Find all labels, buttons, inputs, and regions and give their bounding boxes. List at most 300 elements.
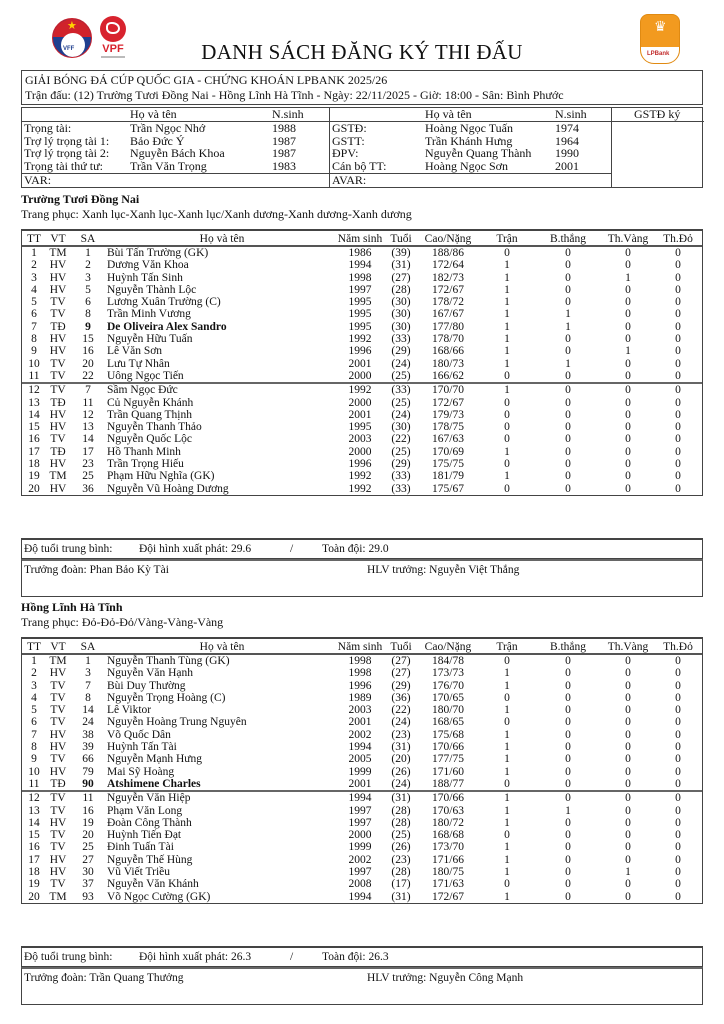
- col-goals: 0: [565, 866, 571, 879]
- col-height-weight-header: Cao/Nặng: [424, 641, 472, 653]
- col-goals: 0: [565, 716, 571, 729]
- col-yellow-cards: 0: [625, 804, 631, 817]
- col-matches: 1: [504, 841, 510, 854]
- col-yellow-cards: 0: [625, 320, 631, 333]
- col-age: (39): [391, 247, 411, 259]
- competition-name: GIẢI BÓNG ĐÁ CÚP QUỐC GIA - CHỨNG KHOÁN LPBANK 2025/26: [25, 73, 388, 87]
- col-goals: 0: [565, 753, 571, 766]
- team-manager: Trưởng đoàn: Trần Quang Thưởng: [24, 972, 184, 984]
- col-name: Hồ Thanh Minh: [107, 445, 181, 458]
- col-matches: 1: [504, 308, 510, 321]
- player-row: [22, 692, 702, 704]
- col-red-cards: 0: [675, 878, 681, 891]
- col-age: (23): [391, 853, 411, 866]
- head-coach: HLV trưởng: Nguyễn Việt Thắng: [367, 564, 520, 576]
- col-tt: 9: [31, 345, 37, 358]
- col-yellow-cards: 0: [625, 421, 631, 434]
- col-height-weight: 177/80: [432, 320, 464, 333]
- col-position: TV: [50, 841, 66, 854]
- col-tt: 11: [28, 777, 40, 790]
- col-red-cards: 0: [675, 357, 681, 370]
- player-row: [22, 470, 702, 482]
- col-yellow-cards: 0: [625, 458, 631, 471]
- col-yellow-cards: 0: [625, 482, 631, 495]
- col-name: Nguyễn Văn Hạnh: [107, 667, 194, 680]
- col-yellow-cards: 0: [625, 470, 631, 483]
- col-shirt: 15: [82, 333, 94, 346]
- col-age: (33): [391, 384, 411, 397]
- col-position: TV: [50, 357, 66, 370]
- official-role: Trợ lý trọng tài 2:: [24, 146, 110, 160]
- col-position: HV: [49, 458, 67, 471]
- col-age: (25): [391, 445, 411, 458]
- col-shirt: 11: [82, 396, 94, 409]
- col-shirt-header: SA: [80, 233, 96, 245]
- col-yellow-cards: 0: [625, 753, 631, 766]
- col-red-cards: 0: [675, 384, 681, 397]
- col-year-of-birth: 2002: [348, 853, 372, 866]
- col-name: Nguyễn Thanh Tùng (GK): [107, 655, 230, 667]
- col-shirt: 22: [82, 369, 94, 382]
- col-yellow-cards: 0: [625, 333, 631, 346]
- col-year-of-birth: 1997: [348, 816, 372, 829]
- official-role: GSTT:: [332, 133, 365, 148]
- col-matches: 0: [504, 878, 510, 891]
- player-row: [22, 655, 702, 667]
- col-goals: 1: [565, 308, 571, 321]
- col-position: TV: [50, 829, 66, 842]
- col-red-cards: 0: [675, 704, 681, 717]
- col-matches: 1: [504, 667, 510, 680]
- col-red-cards: 0: [675, 829, 681, 842]
- col-matches: 1: [504, 728, 510, 741]
- col-shirt: 14: [82, 704, 94, 717]
- col-matches: 1: [504, 866, 510, 879]
- col-red-cards: 0: [675, 320, 681, 333]
- col-year-of-birth: 1998: [348, 667, 372, 680]
- col-age: (28): [391, 866, 411, 879]
- col-red-cards: 0: [675, 259, 681, 272]
- match-info-box: [21, 70, 703, 105]
- col-year-of-birth: 1994: [348, 259, 372, 272]
- col-position: TV: [50, 792, 66, 805]
- col-age: (29): [391, 345, 411, 358]
- col-year-of-birth: 1989: [348, 691, 372, 704]
- col-red-cards: 0: [675, 421, 681, 434]
- col-age: (24): [391, 357, 411, 370]
- col-position: HV: [49, 482, 67, 495]
- col-position: TV: [50, 878, 66, 891]
- col-position: TM: [49, 247, 67, 259]
- col-red-cards: 0: [675, 345, 681, 358]
- col-goals: 0: [565, 271, 571, 284]
- col-name: Dương Văn Khoa: [107, 259, 189, 272]
- col-yellow-cards: 0: [625, 679, 631, 692]
- col-shirt: 23: [82, 458, 94, 471]
- col-shirt-header: SA: [80, 641, 96, 653]
- col-age: (28): [391, 804, 411, 817]
- col-red-cards: 0: [675, 753, 681, 766]
- vff-logo: ★ VFF: [52, 18, 92, 58]
- col-matches: 1: [504, 753, 510, 766]
- col-tt: 15: [28, 421, 40, 434]
- col-year-of-birth: 1997: [348, 866, 372, 879]
- col-yellow-cards: 0: [625, 816, 631, 829]
- starting-lineup-group: [22, 247, 702, 382]
- col-tt: 17: [28, 445, 40, 458]
- col-tt: 20: [28, 890, 40, 903]
- col-position: HV: [49, 283, 67, 296]
- col-yellow-cards: 0: [625, 728, 631, 741]
- col-height-weight: 172/67: [432, 283, 464, 296]
- col-shirt: 1: [85, 655, 91, 667]
- col-red-cards: 0: [675, 679, 681, 692]
- official-yob: 2001: [555, 158, 579, 173]
- col-red-cards-header: Th.Đỏ: [663, 641, 693, 653]
- official-yob: 1964: [555, 133, 579, 148]
- col-year-of-birth: 2000: [348, 829, 372, 842]
- col-goals: 0: [565, 433, 571, 446]
- col-age-header: Tuổi: [390, 233, 412, 245]
- team-manager: Trưởng đoàn: Phan Bảo Kỳ Tài: [24, 564, 169, 576]
- col-year-of-birth: 1992: [348, 384, 372, 397]
- col-goals: 0: [565, 679, 571, 692]
- col-shirt: 36: [82, 482, 94, 495]
- substitutes-group: [22, 382, 702, 495]
- col-shirt: 20: [82, 829, 94, 842]
- col-year-of-birth-header: Năm sinh: [337, 641, 383, 653]
- col-tt: 19: [28, 878, 40, 891]
- col-goals: 0: [565, 792, 571, 805]
- team-name-away: Hồng Lĩnh Hà Tĩnh: [21, 600, 123, 614]
- col-height-weight: 173/70: [432, 841, 464, 854]
- col-red-cards: 0: [675, 655, 681, 667]
- col-position: TV: [50, 704, 66, 717]
- col-age: (25): [391, 396, 411, 409]
- col-goals: 0: [565, 345, 571, 358]
- col-position: TV: [50, 804, 66, 817]
- col-matches: 1: [504, 357, 510, 370]
- col-shirt: 2: [85, 259, 91, 272]
- official-role: Trợ lý trọng tài 1:: [24, 133, 110, 148]
- col-height-weight: 188/86: [432, 247, 464, 259]
- col-yellow-cards: 0: [625, 283, 631, 296]
- col-red-cards: 0: [675, 777, 681, 790]
- officials-header-name-right: Họ và tên: [425, 107, 472, 121]
- col-position: HV: [49, 741, 67, 754]
- col-shirt: 7: [85, 679, 91, 692]
- player-row: [22, 272, 702, 284]
- col-shirt: 8: [85, 308, 91, 321]
- table-header: [22, 231, 702, 247]
- col-red-cards: 0: [675, 765, 681, 778]
- col-tt: 1: [31, 247, 37, 259]
- col-red-cards: 0: [675, 728, 681, 741]
- col-matches: 1: [504, 816, 510, 829]
- col-name: Nguyễn Vũ Hoàng Dương: [107, 482, 229, 495]
- col-matches: 0: [504, 777, 510, 790]
- col-age: (28): [391, 283, 411, 296]
- col-name: Nguyễn Hoàng Trung Nguyên: [107, 716, 247, 729]
- col-age-header: Tuổi: [390, 641, 412, 653]
- col-shirt: 25: [82, 470, 94, 483]
- col-position: TĐ: [50, 445, 66, 458]
- col-red-cards: 0: [675, 458, 681, 471]
- col-age: (30): [391, 421, 411, 434]
- col-position: TV: [50, 384, 66, 397]
- col-yellow-cards: 0: [625, 878, 631, 891]
- col-red-cards: 0: [675, 296, 681, 309]
- player-row: [22, 680, 702, 692]
- col-height-weight: 184/78: [432, 655, 464, 667]
- official-yob: 1990: [555, 146, 579, 160]
- col-red-cards: 0: [675, 890, 681, 903]
- col-age: (30): [391, 320, 411, 333]
- col-age: (22): [391, 704, 411, 717]
- col-name: Lê Văn Sơn: [107, 345, 163, 358]
- col-age: (17): [391, 878, 411, 891]
- col-position: HV: [49, 333, 67, 346]
- col-matches: 1: [504, 792, 510, 805]
- col-red-cards: 0: [675, 716, 681, 729]
- col-age: (24): [391, 716, 411, 729]
- national-cup-logo: ♛ LPBank: [640, 14, 680, 64]
- col-shirt: 17: [82, 445, 94, 458]
- col-goals: 0: [565, 445, 571, 458]
- col-name: Trần Minh Vương: [107, 308, 191, 321]
- col-goals: 0: [565, 655, 571, 667]
- col-red-cards: 0: [675, 470, 681, 483]
- col-position-header: VT: [50, 233, 66, 245]
- col-shirt: 27: [82, 853, 94, 866]
- col-red-cards: 0: [675, 841, 681, 854]
- average-age-away: Độ tuổi trung bình: Đội hình xuất phát: 26.3 / Toàn đội: 26.3: [21, 946, 703, 967]
- col-matches-header: Trận: [496, 233, 518, 245]
- col-shirt: 37: [82, 878, 94, 891]
- col-matches: 0: [504, 829, 510, 842]
- official-name: Nguyễn Bách Khoa: [130, 146, 225, 160]
- col-height-weight: 170/63: [432, 804, 464, 817]
- player-row: [22, 891, 702, 903]
- official-name: Hoàng Ngọc Sơn: [425, 158, 509, 173]
- col-goals: 0: [565, 247, 571, 259]
- col-red-cards: 0: [675, 816, 681, 829]
- col-age: (25): [391, 369, 411, 382]
- player-row: [22, 433, 702, 445]
- col-age: (26): [391, 841, 411, 854]
- col-matches: 0: [504, 421, 510, 434]
- col-matches: 1: [504, 345, 510, 358]
- col-goals: 0: [565, 369, 571, 382]
- col-shirt: 25: [82, 841, 94, 854]
- col-year-of-birth: 1992: [348, 470, 372, 483]
- col-red-cards: 0: [675, 271, 681, 284]
- col-age: (24): [391, 408, 411, 421]
- col-matches: 1: [504, 283, 510, 296]
- col-age: (28): [391, 816, 411, 829]
- official-role: Cán bộ TT:: [332, 158, 387, 173]
- roster-table-home: [21, 229, 703, 496]
- col-tt: 18: [28, 458, 40, 471]
- col-tt: 16: [28, 433, 40, 446]
- officials-header-yob: N.sinh: [272, 107, 304, 121]
- col-tt: 12: [28, 384, 40, 397]
- col-red-cards: 0: [675, 741, 681, 754]
- team-kit-home: Trang phục: Xanh lục-Xanh lục-Xanh lục/Xanh dương-Xanh dương-Xanh dương: [21, 207, 412, 221]
- col-tt: 6: [31, 308, 37, 321]
- col-red-cards: 0: [675, 369, 681, 382]
- col-matches: 0: [504, 408, 510, 421]
- col-tt: 3: [31, 271, 37, 284]
- col-height-weight: 180/72: [432, 816, 464, 829]
- col-name: Sầm Ngọc Đức: [107, 384, 178, 397]
- player-row: [22, 397, 702, 409]
- officials-header-yob-right: N.sinh: [555, 107, 587, 121]
- col-name: Lưu Tự Nhân: [107, 357, 170, 370]
- col-height-weight: 178/70: [432, 333, 464, 346]
- col-goals: 0: [565, 890, 571, 903]
- col-matches: 1: [504, 384, 510, 397]
- col-shirt: 16: [82, 345, 94, 358]
- col-height-weight: 179/73: [432, 408, 464, 421]
- col-matches-header: Trận: [496, 641, 518, 653]
- col-height-weight: 180/70: [432, 704, 464, 717]
- col-height-weight: 170/69: [432, 445, 464, 458]
- col-name: Mai Sỹ Hoàng: [107, 765, 175, 778]
- col-red-cards: 0: [675, 804, 681, 817]
- col-yellow-cards: 0: [625, 792, 631, 805]
- col-name: Uông Ngọc Tiến: [107, 369, 184, 382]
- col-name: Trần Trọng Hiếu: [107, 458, 184, 471]
- col-name: Atshimene Charles: [107, 777, 201, 790]
- col-name-header: Họ và tên: [199, 233, 245, 245]
- col-shirt: 24: [82, 716, 94, 729]
- col-age: (33): [391, 333, 411, 346]
- col-year-of-birth: 1997: [348, 283, 372, 296]
- col-tt: 17: [28, 853, 40, 866]
- player-row: [22, 766, 702, 778]
- col-year-of-birth: 2002: [348, 728, 372, 741]
- document-title: DANH SÁCH ĐĂNG KÝ THI ĐẤU: [201, 40, 523, 64]
- col-height-weight: 168/68: [432, 829, 464, 842]
- player-row: [22, 321, 702, 333]
- col-goals: 1: [565, 804, 571, 817]
- official-yob: 1983: [272, 158, 296, 173]
- col-matches: 1: [504, 271, 510, 284]
- col-year-of-birth: 1995: [348, 296, 372, 309]
- col-year-of-birth: 1995: [348, 308, 372, 321]
- col-tt: 7: [31, 728, 37, 741]
- col-height-weight: 180/73: [432, 357, 464, 370]
- col-age: (29): [391, 679, 411, 692]
- col-name: Lương Xuân Trường (C): [107, 296, 221, 309]
- col-goals: 0: [565, 470, 571, 483]
- col-name: Huỳnh Tấn Sinh: [107, 271, 183, 284]
- col-shirt: 66: [82, 753, 94, 766]
- player-row: [22, 370, 702, 382]
- avg-starting: Đội hình xuất phát: 29.6: [139, 543, 252, 555]
- col-yellow-cards: 0: [625, 369, 631, 382]
- col-shirt: 13: [82, 421, 94, 434]
- col-name: Huỳnh Tiến Đạt: [107, 829, 182, 842]
- col-year-of-birth: 2000: [348, 445, 372, 458]
- col-height-weight: 167/63: [432, 433, 464, 446]
- player-row: [22, 384, 702, 396]
- col-year-of-birth: 1998: [348, 271, 372, 284]
- col-shirt: 39: [82, 741, 94, 754]
- col-age: (23): [391, 728, 411, 741]
- player-row: [22, 792, 702, 804]
- player-row: [22, 667, 702, 679]
- col-age: (29): [391, 458, 411, 471]
- player-row: [22, 458, 702, 470]
- col-height-weight: 170/66: [432, 792, 464, 805]
- col-yellow-cards: 0: [625, 765, 631, 778]
- official-role: GSTĐ:: [332, 121, 367, 135]
- col-matches: 1: [504, 704, 510, 717]
- col-tt: 2: [31, 259, 37, 272]
- col-height-weight: 188/77: [432, 777, 464, 790]
- col-shirt: 38: [82, 728, 94, 741]
- col-matches: 0: [504, 691, 510, 704]
- col-tt: 11: [28, 369, 40, 382]
- col-shirt: 1: [85, 247, 91, 259]
- player-row: [22, 333, 702, 345]
- col-yellow-cards: 0: [625, 890, 631, 903]
- col-red-cards: 0: [675, 792, 681, 805]
- col-position: HV: [49, 765, 67, 778]
- col-matches: 1: [504, 333, 510, 346]
- col-goals: 0: [565, 421, 571, 434]
- col-yellow-cards: 0: [625, 247, 631, 259]
- player-row: [22, 296, 702, 308]
- col-position: TM: [49, 890, 67, 903]
- col-height-weight: 182/73: [432, 271, 464, 284]
- col-matches: 0: [504, 655, 510, 667]
- col-yellow-cards: 0: [625, 445, 631, 458]
- col-matches: 1: [504, 445, 510, 458]
- player-row: [22, 741, 702, 753]
- col-year-of-birth: 1997: [348, 804, 372, 817]
- col-position: TĐ: [50, 777, 66, 790]
- col-name: Củ Nguyễn Khánh: [107, 396, 194, 409]
- player-row: [22, 446, 702, 458]
- col-position: TV: [50, 716, 66, 729]
- col-goals: 0: [565, 878, 571, 891]
- official-role: Trọng tài thứ tư:: [24, 158, 103, 173]
- col-height-weight: 175/67: [432, 482, 464, 495]
- player-row: [22, 259, 702, 271]
- col-name: Đoàn Công Thành: [107, 816, 192, 829]
- col-year-of-birth: 1994: [348, 890, 372, 903]
- col-yellow-cards: 0: [625, 841, 631, 854]
- star-icon: ★: [67, 20, 77, 32]
- col-name: Nguyễn Văn Khánh: [107, 878, 199, 891]
- col-position: TM: [49, 655, 67, 667]
- col-yellow-cards: 0: [625, 829, 631, 842]
- col-name: Nguyễn Văn Hiệp: [107, 792, 191, 805]
- col-name: Võ Ngọc Cường (GK): [107, 890, 211, 903]
- ball-icon: [100, 16, 126, 42]
- col-year-of-birth: 2000: [348, 369, 372, 382]
- col-shirt: 19: [82, 816, 94, 829]
- col-tt: 1: [31, 655, 37, 667]
- officials-box: [21, 107, 703, 188]
- col-goals: 0: [565, 408, 571, 421]
- official-yob: 1988: [272, 121, 296, 135]
- player-row: [22, 409, 702, 421]
- col-tt: 4: [31, 691, 37, 704]
